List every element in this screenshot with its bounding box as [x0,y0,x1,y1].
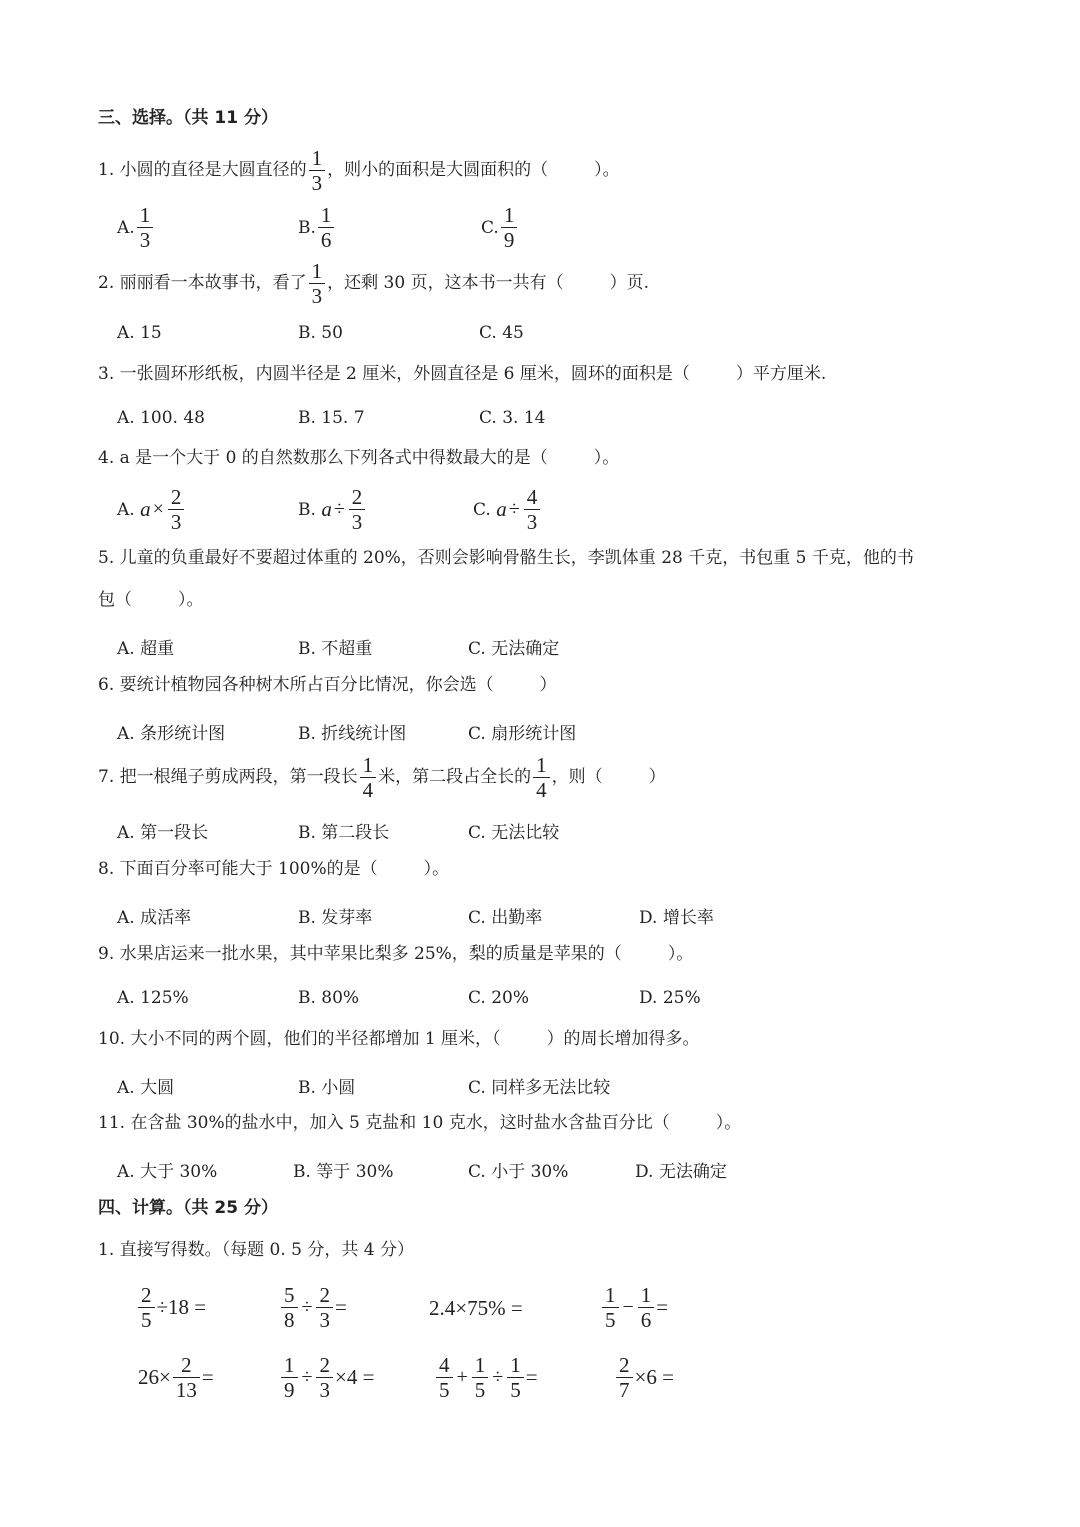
expression-6: $\frac{1}{9}$ ÷ $\frac{2}{3}$ ×4 = [279,1354,374,1401]
option-c[interactable]: C. 20% [468,988,529,1008]
question-1-fraction: $\frac{1}{3}$ [309,147,326,194]
expression-8: $\frac{2}{7}$ ×6 = [614,1354,674,1401]
option-a[interactable]: A. 超重 [117,639,175,659]
option-c[interactable]: C. 扇形统计图 [468,724,577,744]
option-c[interactable]: C. 无法比较 [468,823,560,843]
option-c[interactable]: C. a ÷ $\frac{4}{3}$ [473,486,542,533]
option-d[interactable]: D. 25% [639,988,701,1008]
question-11: 11. 在含盐 30%的盐水中，加入 5 克盐和 10 克水，这时盐水含盐百分比（ ）。 [98,1113,742,1133]
section-3-title: 三、选择。（共 11 分） [98,108,278,128]
question-2-fraction: $\frac{1}{3}$ [309,260,326,307]
expression-3: 2.4×75% = [429,1296,523,1320]
expression-1: $\frac{2}{5}$ ÷18 = [136,1284,206,1331]
option-c[interactable]: C. 45 [479,323,524,343]
option-b[interactable]: B. 等于 30% [293,1162,394,1182]
question-1-text: 1. 小圆的直径是大圆直径的 [98,160,307,181]
option-c[interactable]: C. 出勤率 [468,908,543,928]
option-a[interactable]: A. 大于 30% [117,1162,218,1182]
option-c[interactable]: C. 无法确定 [468,639,560,659]
section-4-title: 四、计算。（共 25 分） [98,1198,278,1218]
question-7: 7. 把一根绳子剪成两段，第一段长 $\frac{1}{4}$ 米，第二段占全长的 $\frac{1}{4}$ ，则（ ） [98,753,666,803]
option-a[interactable]: A. 100. 48 [117,408,205,428]
option-b[interactable]: B. a ÷ $\frac{2}{3}$ [298,486,367,533]
option-c[interactable]: C. 同样多无法比较 [468,1078,611,1098]
question-2: 2. 丽丽看一本故事书，看了 $\frac{1}{3}$ ，还剩 30 页，这本书一共有（ ）页. [98,259,649,309]
option-b[interactable]: B. 第二段长 [298,823,390,843]
question-8: 8. 下面百分率可能大于 100%的是（ ）。 [98,859,450,879]
option-b[interactable]: B. 小圆 [298,1078,356,1098]
question-10: 10. 大小不同的两个圆，他们的半径都增加 1 厘米，（ ）的周长增加得多。 [98,1029,700,1049]
question-3: 3. 一张圆环形纸板，内圆半径是 2 厘米，外圆直径是 6 厘米，圆环的面积是（ ）平方厘米. [98,364,827,384]
expression-5: 26× $\frac{2}{13}$ = [138,1353,214,1403]
question-9: 9. 水果店运来一批水果，其中苹果比梨多 25%，梨的质量是苹果的（ ）。 [98,944,694,964]
option-a[interactable]: A. 第一段长 [117,823,209,843]
option-b[interactable]: B. 15. 7 [298,408,365,428]
question-5: 5. 儿童的负重最好不要超过体重的 20%，否则会影响骨骼生长，李凯体重 28 千克，书包重 5 千克，他的书 [98,548,914,568]
option-d[interactable]: D. 增长率 [639,908,714,928]
option-b[interactable]: B. 不超重 [298,639,373,659]
option-b[interactable]: B. 50 [298,323,343,343]
section-4-subtitle: 1. 直接写得数。（每题 0. 5 分，共 4 分） [98,1240,414,1260]
question-7-fraction-1: $\frac{1}{4}$ [360,754,377,801]
question-5-cont: 包（ ）。 [98,590,204,610]
option-b[interactable]: B. 80% [298,988,360,1008]
option-b[interactable]: B. $\frac{1}{6}$ [298,204,336,251]
question-7-fraction-2: $\frac{1}{4}$ [533,754,550,801]
option-a[interactable]: A. 125% [117,988,189,1008]
option-c[interactable]: C. $\frac{1}{9}$ [481,204,519,251]
option-c[interactable]: C. 小于 30% [468,1162,569,1182]
option-b[interactable]: B. 折线统计图 [298,724,407,744]
option-a[interactable]: A. 15 [117,323,162,343]
option-d[interactable]: D. 无法确定 [635,1162,727,1182]
option-a[interactable]: A. 大圆 [117,1078,175,1098]
expression-2: $\frac{5}{8}$ ÷ $\frac{2}{3}$ = [279,1284,347,1331]
question-1: 1. 小圆的直径是大圆直径的 $\frac{1}{3}$ ，则小的面积是大圆面积的（ ）。 [98,146,620,196]
option-a[interactable]: A. $\frac{1}{3}$ [117,204,155,251]
option-b[interactable]: B. 发芽率 [298,908,373,928]
expression-7: $\frac{4}{5}$ + $\frac{1}{5}$ ÷ $\frac{1}{5}$ = [434,1354,538,1401]
option-a[interactable]: A. 条形统计图 [117,724,226,744]
option-a[interactable]: A. a × $\frac{2}{3}$ [117,486,186,533]
question-6: 6. 要统计植物园各种树木所占百分比情况，你会选（ ） [98,675,557,695]
option-a[interactable]: A. 成活率 [117,908,192,928]
question-4: 4. a 是一个大于 0 的自然数那么下列各式中得数最大的是（ ）。 [98,448,620,468]
option-c[interactable]: C. 3. 14 [479,408,546,428]
expression-4: $\frac{1}{5}$ − $\frac{1}{6}$ = [600,1284,668,1331]
